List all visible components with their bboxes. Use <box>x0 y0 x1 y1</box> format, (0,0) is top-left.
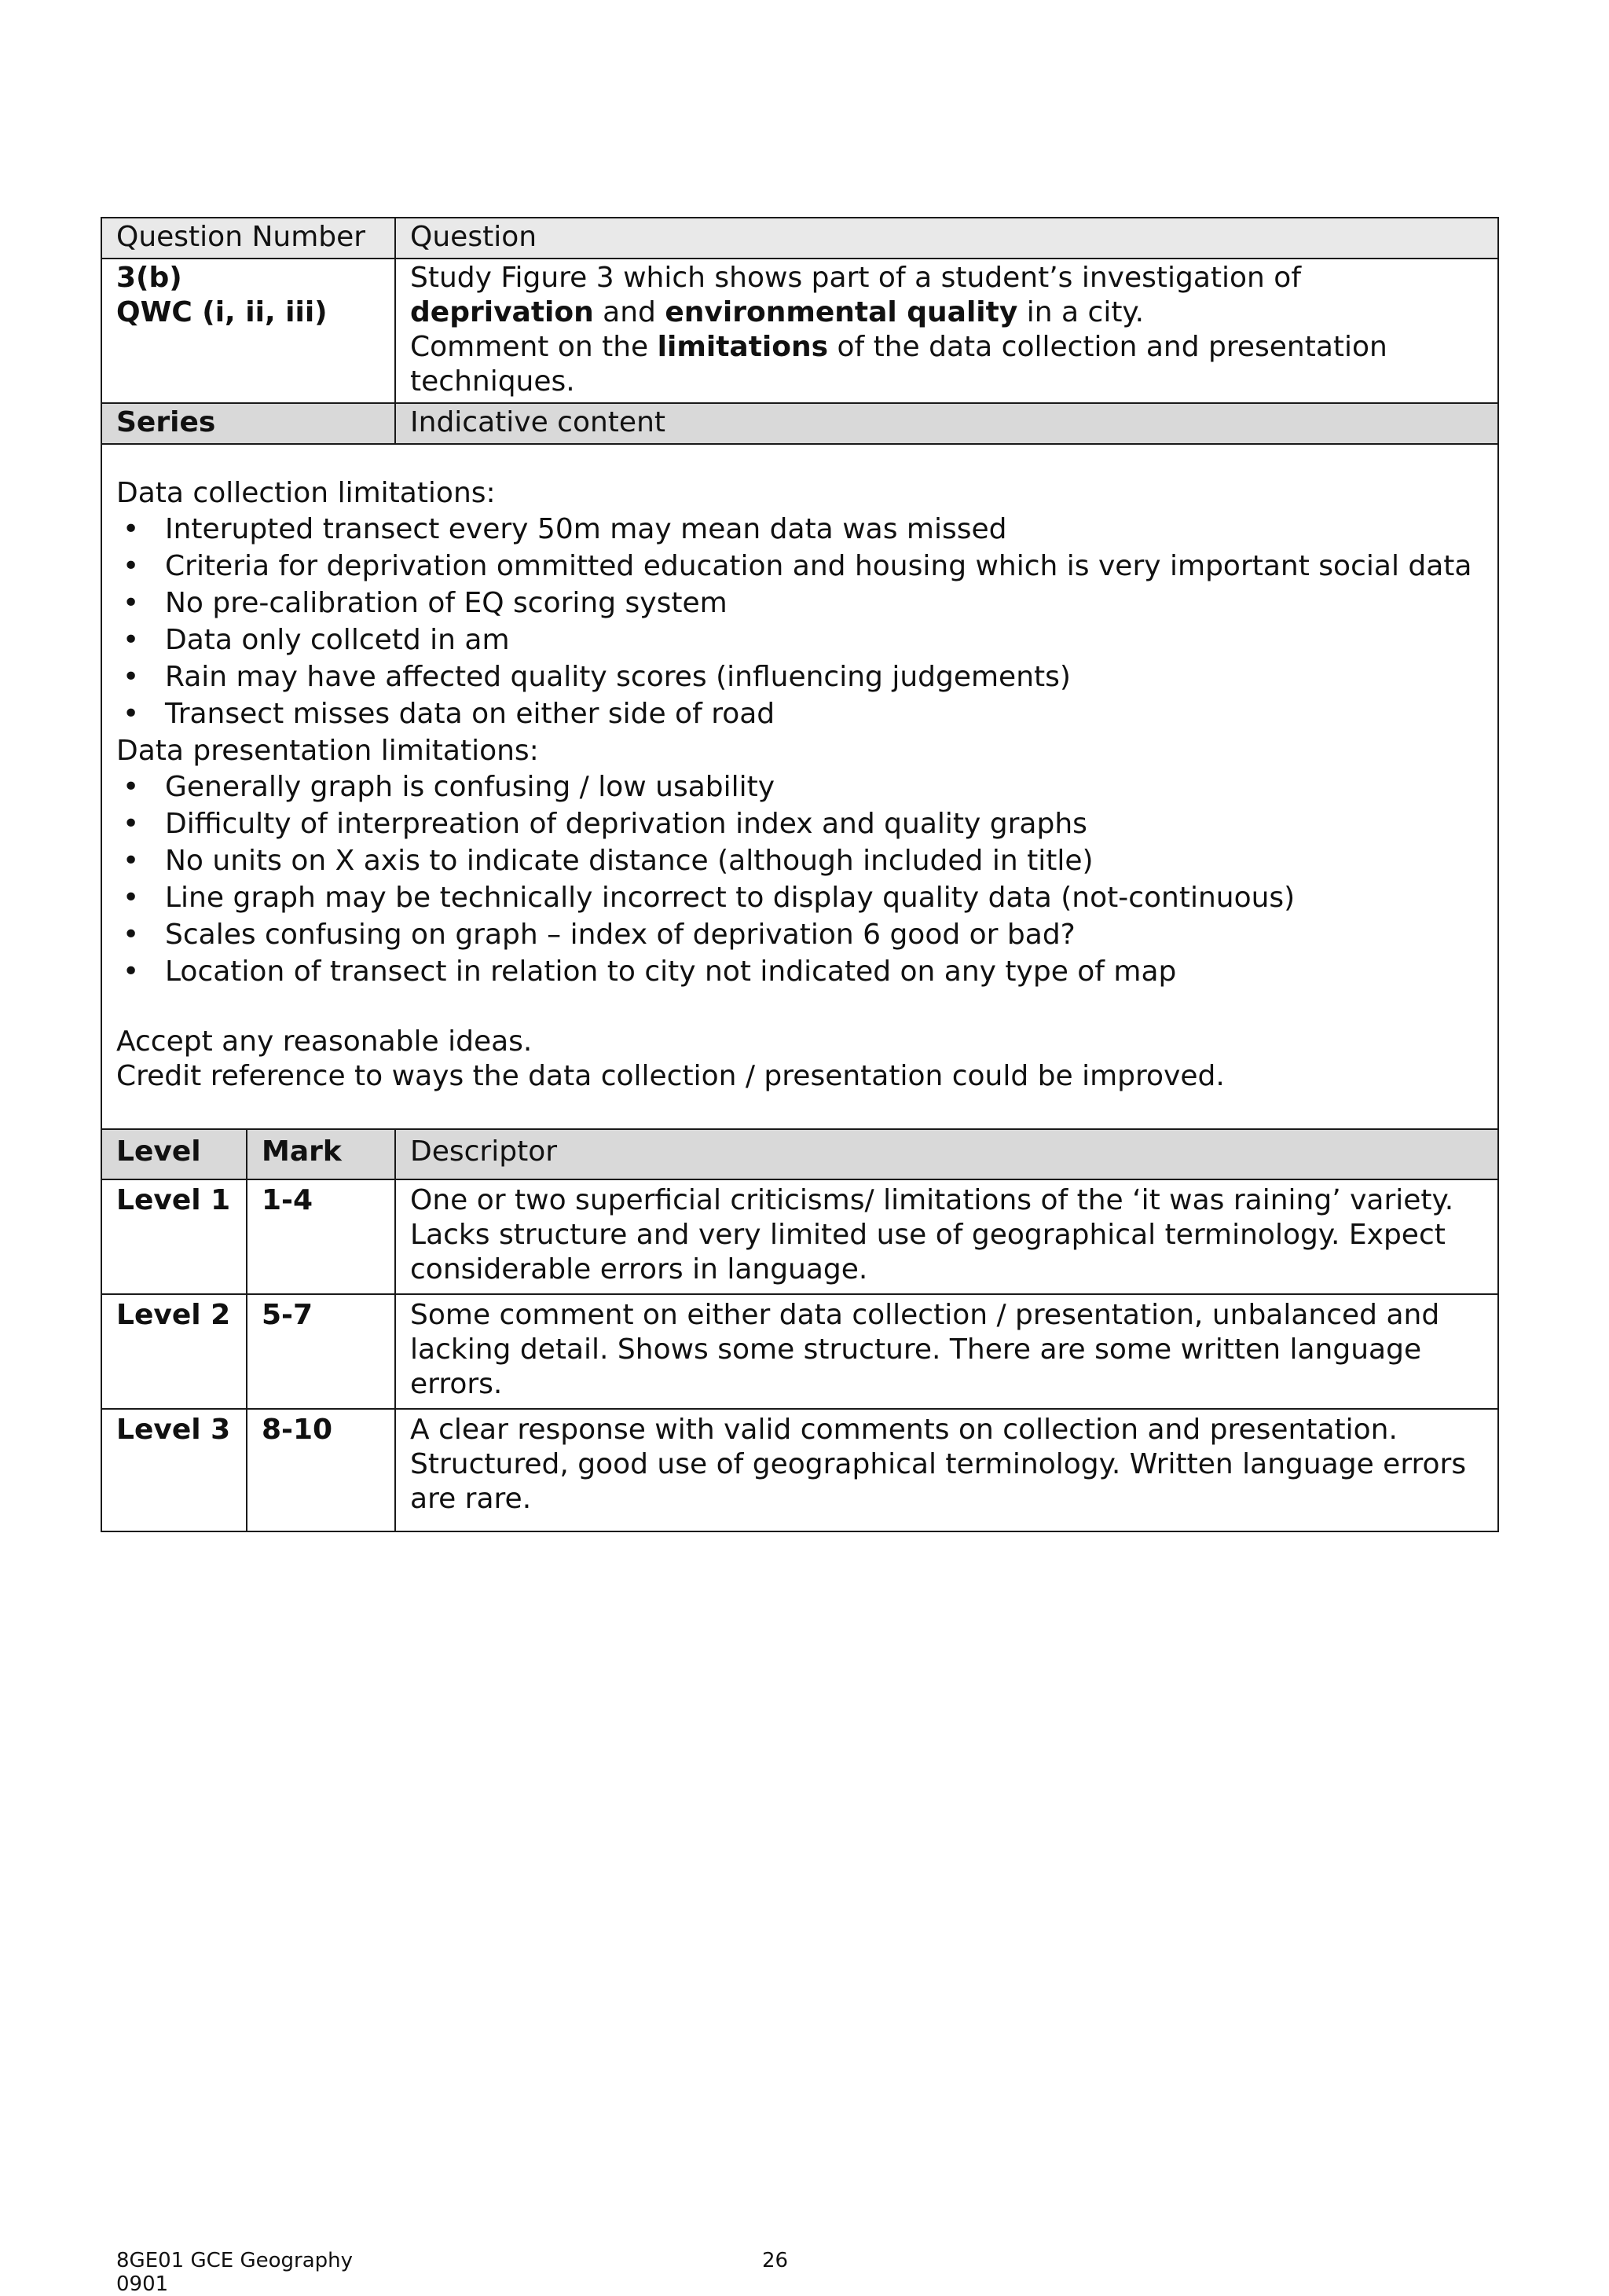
question-text-cell <box>395 259 1498 403</box>
list-item-text: No units on X axis to indicate distance (although included in title) <box>165 845 1094 877</box>
level-cell: Level 1 <box>101 1179 247 1294</box>
mark-cell: 8-10 <box>247 1409 395 1531</box>
bullet-icon: • <box>123 513 140 545</box>
question-text-segment: Study Figure 3 which shows part of a student’s investigation of <box>410 262 1301 294</box>
presentation-list <box>116 770 1483 989</box>
closing-credit: Credit reference to ways the data collection / presentation could be improved. <box>116 1060 1225 1092</box>
list-item-text: Criteria for deprivation ommitted education and housing which is very important social data <box>165 550 1472 582</box>
question-header-row <box>101 218 1498 259</box>
bullet-icon: • <box>123 661 140 693</box>
indicative-content-row <box>101 444 1498 1129</box>
table-row <box>101 1294 1498 1409</box>
question-keyword-limitations: limitations <box>657 331 829 363</box>
levels-header-row <box>101 1129 1498 1179</box>
question-text-segment: and <box>593 296 665 328</box>
list-item-text: Line graph may be technically incorrect to display quality data (not-continuous) <box>165 882 1296 914</box>
page-number: 26 <box>762 2249 789 2272</box>
question-header: Question <box>395 218 1498 259</box>
level-cell: Level 3 <box>101 1409 247 1531</box>
list-item <box>116 549 1483 584</box>
mark-header: Mark <box>247 1129 395 1179</box>
descriptor-cell: One or two superficial criticisms/ limitations of the ‘it was raining’ variety. Lacks structure and very limited use of geographical terminology. Expect considerable errors in language. <box>395 1179 1498 1294</box>
mark-scheme-table <box>101 217 1499 1532</box>
level-header: Level <box>101 1129 247 1179</box>
list-item-text: Data only collcetd in am <box>165 624 510 656</box>
list-item <box>116 623 1483 658</box>
list-item <box>116 807 1483 842</box>
list-item <box>116 881 1483 915</box>
question-qwc: QWC (i, ii, iii) <box>116 296 328 328</box>
list-item <box>116 586 1483 621</box>
footer-code <box>116 2249 353 2296</box>
table-row <box>101 1409 1498 1531</box>
descriptor-cell: Some comment on either data collection / presentation, unbalanced and lacking detail. Shows some structure. There are some written language errors. <box>395 1294 1498 1409</box>
bullet-icon: • <box>123 771 140 803</box>
bullet-icon: • <box>123 919 140 951</box>
list-item-text: Difficulty of interpreation of deprivation index and quality graphs <box>165 808 1087 840</box>
bullet-icon: • <box>123 845 140 877</box>
question-number-header: Question Number <box>101 218 395 259</box>
list-item <box>116 955 1483 989</box>
question-text-line-2 <box>410 330 1483 399</box>
question-keyword-deprivation: deprivation <box>410 296 594 328</box>
list-item <box>116 512 1483 547</box>
bullet-icon: • <box>123 882 140 914</box>
level-cell: Level 2 <box>101 1294 247 1409</box>
question-text-segment: Comment on the <box>410 331 658 363</box>
bullet-icon: • <box>123 624 140 656</box>
series-label: Series <box>101 403 395 444</box>
question-keyword-environmental-quality: environmental quality <box>665 296 1018 328</box>
list-item <box>116 660 1483 695</box>
bullet-icon: • <box>123 808 140 840</box>
question-number-cell <box>101 259 395 403</box>
mark-cell: 1-4 <box>247 1179 395 1294</box>
series-value: Indicative content <box>395 403 1498 444</box>
descriptor-cell: A clear response with valid comments on collection and presentation. Structured, good use of geographical terminology. Written language errors are rare. <box>395 1409 1498 1531</box>
footer-spec-code: 8GE01 GCE Geography <box>116 2249 354 2272</box>
list-item <box>116 918 1483 952</box>
collection-list <box>116 512 1483 732</box>
list-item-text: Generally graph is confusing / low usability <box>165 771 775 803</box>
table-row <box>101 1179 1498 1294</box>
closing-accept: Accept any reasonable ideas. <box>116 1025 533 1058</box>
list-item-text: Location of transect in relation to city not indicated on any type of map <box>165 955 1177 988</box>
list-item <box>116 844 1483 878</box>
series-row <box>101 403 1498 444</box>
list-item-text: No pre-calibration of EQ scoring system <box>165 587 728 619</box>
list-item-text: Interupted transect every 50m may mean data was missed <box>165 513 1007 545</box>
list-item-text: Rain may have affected quality scores (influencing judgements) <box>165 661 1071 693</box>
question-row <box>101 259 1498 403</box>
list-item-text: Transect misses data on either side of road <box>165 698 775 730</box>
collection-heading: Data collection limitations: <box>116 477 496 509</box>
bullet-icon: • <box>123 587 140 619</box>
descriptor-header: Descriptor <box>395 1129 1498 1179</box>
list-item <box>116 697 1483 732</box>
bullet-icon: • <box>123 698 140 730</box>
list-item <box>116 770 1483 805</box>
list-item-text: Scales confusing on graph – index of deprivation 6 good or bad? <box>165 919 1076 951</box>
indicative-content-cell <box>101 444 1498 1129</box>
bullet-icon: • <box>123 550 140 582</box>
presentation-heading: Data presentation limitations: <box>116 735 539 767</box>
question-text-line-1 <box>410 261 1483 330</box>
question-text-segment: of the data collection and presentation techniques. <box>410 331 1387 398</box>
mark-cell: 5-7 <box>247 1294 395 1409</box>
question-number: 3(b) <box>116 262 182 294</box>
footer-session: 0901 <box>116 2272 169 2296</box>
question-text-segment: in a city. <box>1017 296 1145 328</box>
bullet-icon: • <box>123 955 140 988</box>
